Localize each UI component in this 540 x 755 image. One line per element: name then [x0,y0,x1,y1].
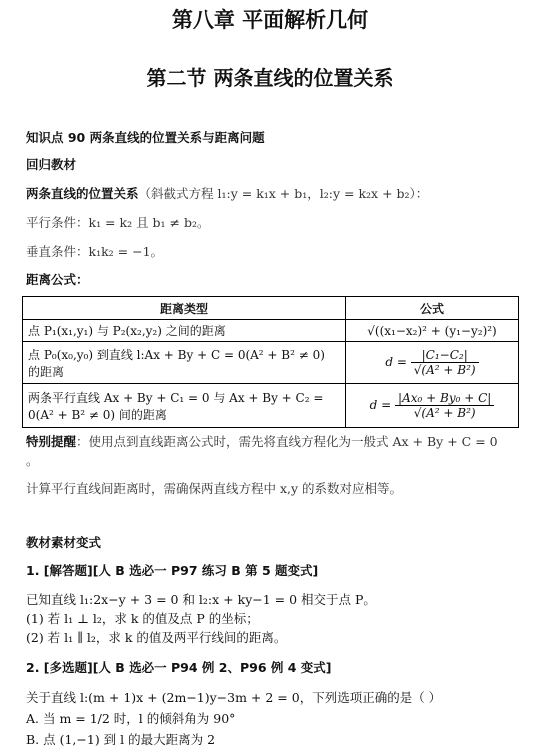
parallel-tip: 计算平行直线间距离时，需确保两直线方程中 x,y 的系数对应相等。 [26,481,403,496]
d-label: d = [385,355,407,369]
fraction-denominator: √(A² + B²) [413,363,476,377]
table-header: 距离类型 [23,297,346,320]
tip-end: 。 [26,453,39,468]
fraction [395,391,494,420]
table-cell-formula [346,384,519,428]
review-label: 回归教材 [26,157,77,172]
tip-label: 特别提醒 [26,434,77,449]
question-1-title: 1. [解答题][人 B 选必一 P97 练习 B 第 5 题变式] [26,563,319,578]
table-row [23,342,519,384]
question-2-option-a: A. 当 m = 1/2 时，l 的倾斜角为 90° [26,711,236,726]
relation-title: 两条直线的位置关系 [26,186,139,201]
question-1-part-a: (1) 若 l₁ ⊥ l₂，求 k 的值及点 P 的坐标； [26,611,259,626]
d-label: d = [369,398,392,412]
table-cell-type: 点 P₀(x₀,y₀) 到直线 l:Ax + By + C = 0(A² + B² ≠ 0) 的距离 [23,342,346,384]
question-2-option-b: B. 点 (1,−1) 到 l 的最大距离为 2 [26,732,216,747]
table-row [23,384,519,428]
tip-line [26,432,498,450]
table-cell-formula [346,342,519,384]
table-cell-type: 点 P₁(x₁,y₁) 与 P₂(x₂,y₂) 之间的距离 [23,320,346,342]
question-1-part-b: (2) 若 l₁ ∥ l₂，求 k 的值及两平行线间的距离。 [26,630,287,645]
tip-text: ：使用点到直线距离公式时，需先将直线方程化为一般式 Ax + By + C = 0 [76,434,498,449]
table-cell-type: 两条平行直线 Ax + By + C₁ = 0 与 Ax + By + C₂ = 0(A² + B² ≠ 0) 间的距离 [23,384,346,428]
question-2-text: 关于直线 l:(m + 1)x + (2m−1)y−3m + 2 = 0，下列选项正确的是（ ） [26,690,442,705]
relation-line [26,184,428,202]
fraction [411,348,479,377]
section-title: 第二节 两条直线的位置关系 [146,66,394,90]
distance-table [22,296,519,428]
perpendicular-condition: 垂直条件：k₁k₂ = −1。 [26,244,164,259]
fraction-numerator: |Ax₀ + By₀ + C| [395,391,494,406]
exercise-section-title: 教材素材变式 [26,535,102,550]
distance-title: 距离公式： [26,272,89,287]
table-cell-formula: √((x₁−x₂)² + (y₁−y₂)²) [346,320,519,342]
knowledge-title: 知识点 90 两条直线的位置关系与距离问题 [26,130,265,145]
fraction-denominator: √(A² + B²) [413,406,476,420]
chapter-title: 第八章 平面解析几何 [171,8,369,32]
table-header: 公式 [346,297,519,320]
parallel-condition: 平行条件：k₁ = k₂ 且 b₁ ≠ b₂。 [26,215,210,230]
question-1-text: 已知直线 l₁:2x−y + 3 = 0 和 l₂:x + ky−1 = 0 相交于点 P。 [26,592,376,607]
fraction-numerator: |C₁−C₂| [411,348,479,363]
relation-note: （斜截式方程 l₁:y = k₁x + b₁，l₂:y = k₂x + b₂）： [138,186,429,201]
question-2-title: 2. [多选题][人 B 选必一 P94 例 2、P96 例 4 变式] [26,660,332,675]
table-row [23,320,519,342]
table-header-row [23,297,519,320]
